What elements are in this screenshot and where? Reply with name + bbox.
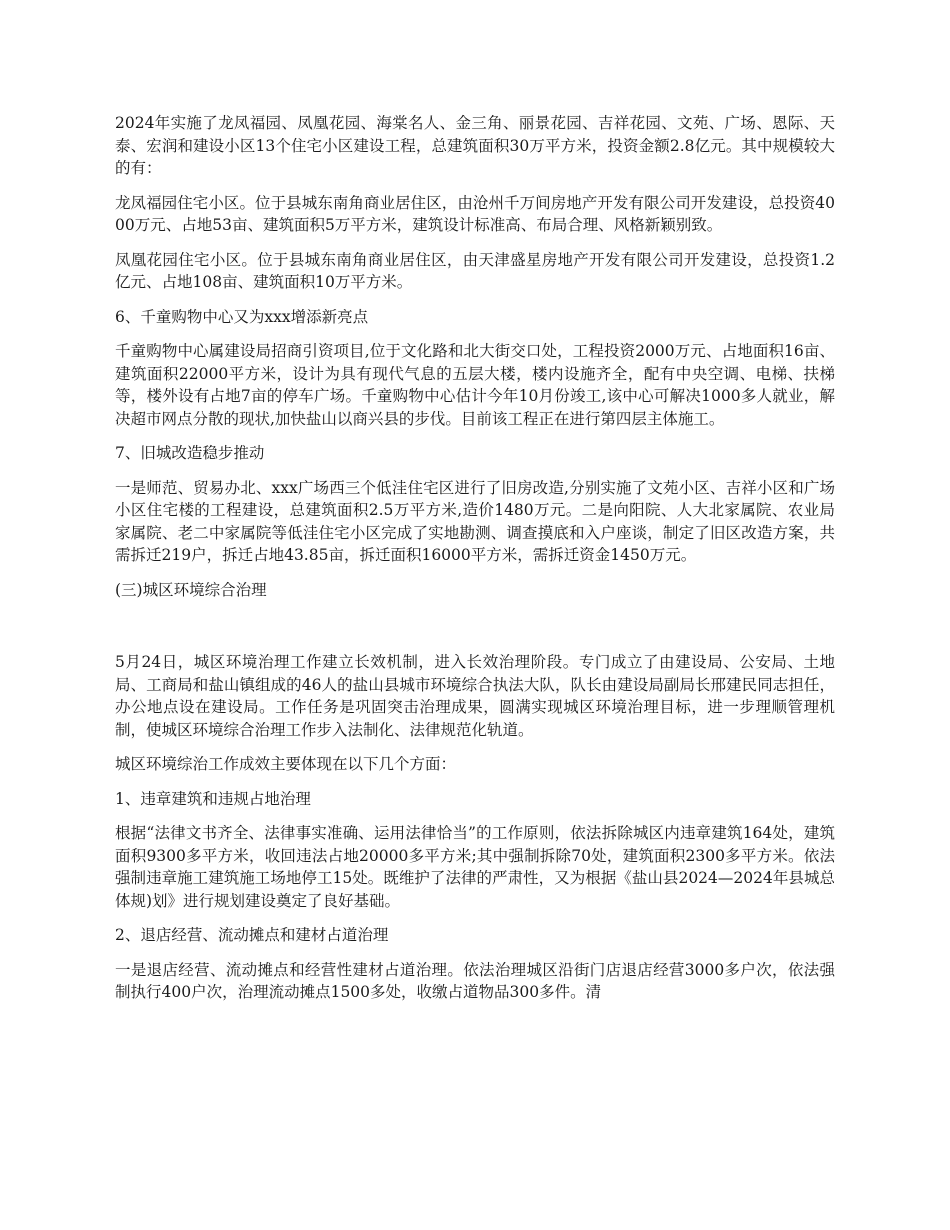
paragraph-fenghuang-garden: 凤凰花园住宅小区。位于县城东南角商业居住区，由天津盛星房地产开发有限公司开发建设，总投资1.2亿元、占地108亩、建筑面积10万平方米。 (115, 250, 835, 291)
paragraph-longfeng-fuyuan: 龙凤福园住宅小区。位于县城东南角商业居住区，由沧州千万间房地产开发有限公司开发建设，总投资4000万元、占地53亩、建筑面积5万平方米，建筑设计标准高、布局合理、风格新颖别致。 (115, 193, 835, 234)
heading-environment-governance: (三)城区环境综合治理 (115, 580, 267, 599)
heading-old-city-renovation: 7、旧城改造稳步推动 (115, 444, 265, 462)
document-page (115, 112, 835, 1016)
paragraph-long-term-mechanism: 5月24日，城区环境治理工作建立长效机制，进入长效治理阶段。专门成立了由建设局、公安局、土地局、工商局和盐山镇组成的46人的盐山县城市环境综合执法大队，队长由建设局副局长邢建民同志担任，办公地点设在建设局。工作任务是巩固突击治理成果，圆满实现城区环境治理目标，进一步理顺管理机制，使城区环境综合治理工作步入法制化、法律规范化轨道。 (115, 653, 835, 739)
paragraph-qiantong-mall: 千童购物中心属建设局招商引资项目,位于文化路和北大街交口处，工程投资2000万元、占地面积16亩、建筑面积22000平方米，设计为具有现代气息的五层大楼，楼内设施齐全，配有中央空调、电梯、扶梯等，楼外设有占地7亩的停车广场。千童购物中心估计今年10月份竣工,该中心可解决1000多人就业，解决超市网点分散的现状,加快盐山以商兴县的步伐。目前该工程正在进行第四层主体施工。 (115, 342, 835, 428)
paragraph-housing-projects: 2024年实施了龙凤福园、凤凰花园、海棠名人、金三角、丽景花园、吉祥花园、文苑、广场、恩际、天泰、宏润和建设小区13个住宅小区建设工程，总建筑面积30万平方米，投资金额2.8亿元。其中规模较大的有： (115, 114, 835, 177)
paragraph-illegal-construction: 根据“法律文书齐全、法律事实准确、运用法律恰当”的工作原则，依法拆除城区内违章建筑164处，建筑面积9300多平方米，收回违法占地20000多平方米;其中强制拆除70处，建筑面积2300多平方米。依法强制违章施工建筑施工场地停工15处。既维护了法律的严肃性，又为根据《盐山县2024—2024年县城总体规)划》进行规划建设奠定了良好基础。 (115, 824, 835, 910)
paragraph-results-intro: 城区环境综治工作成效主要体现在以下几个方面： (115, 755, 457, 773)
paragraph-old-city-renovation: 一是师范、贸易办北、xxx广场西三个低洼住宅区进行了旧房改造,分别实施了文苑小区、吉祥小区和广场小区住宅楼的工程建设，总建筑面积2.5万平方米,造价1480万元。二是向阳院、人大北家属院、农业局家属院、老二中家属院等低洼住宅小区完成了实地勘测、调查摸底和入户座谈，制定了旧区改造方案，共需拆迁219户，拆迁占地43.85亩，拆迁面积16000平方米，需拆迁资金1450万元。 (115, 478, 835, 564)
heading-qiantong-mall: 6、千童购物中心又为xxx增添新亮点 (115, 307, 369, 326)
section-gap (115, 613, 835, 651)
heading-street-occupation: 2、退店经营、流动摊点和建材占道治理 (115, 926, 389, 944)
heading-illegal-construction: 1、违章建筑和违规占地治理 (115, 789, 311, 808)
paragraph-street-occupation: 一是退店经营、流动摊点和经营性建材占道治理。依法治理城区沿街门店退店经营3000多户次，依法强制执行400户次，治理流动摊点1500多处，收缴占道物品300多件。清 (115, 960, 835, 1001)
